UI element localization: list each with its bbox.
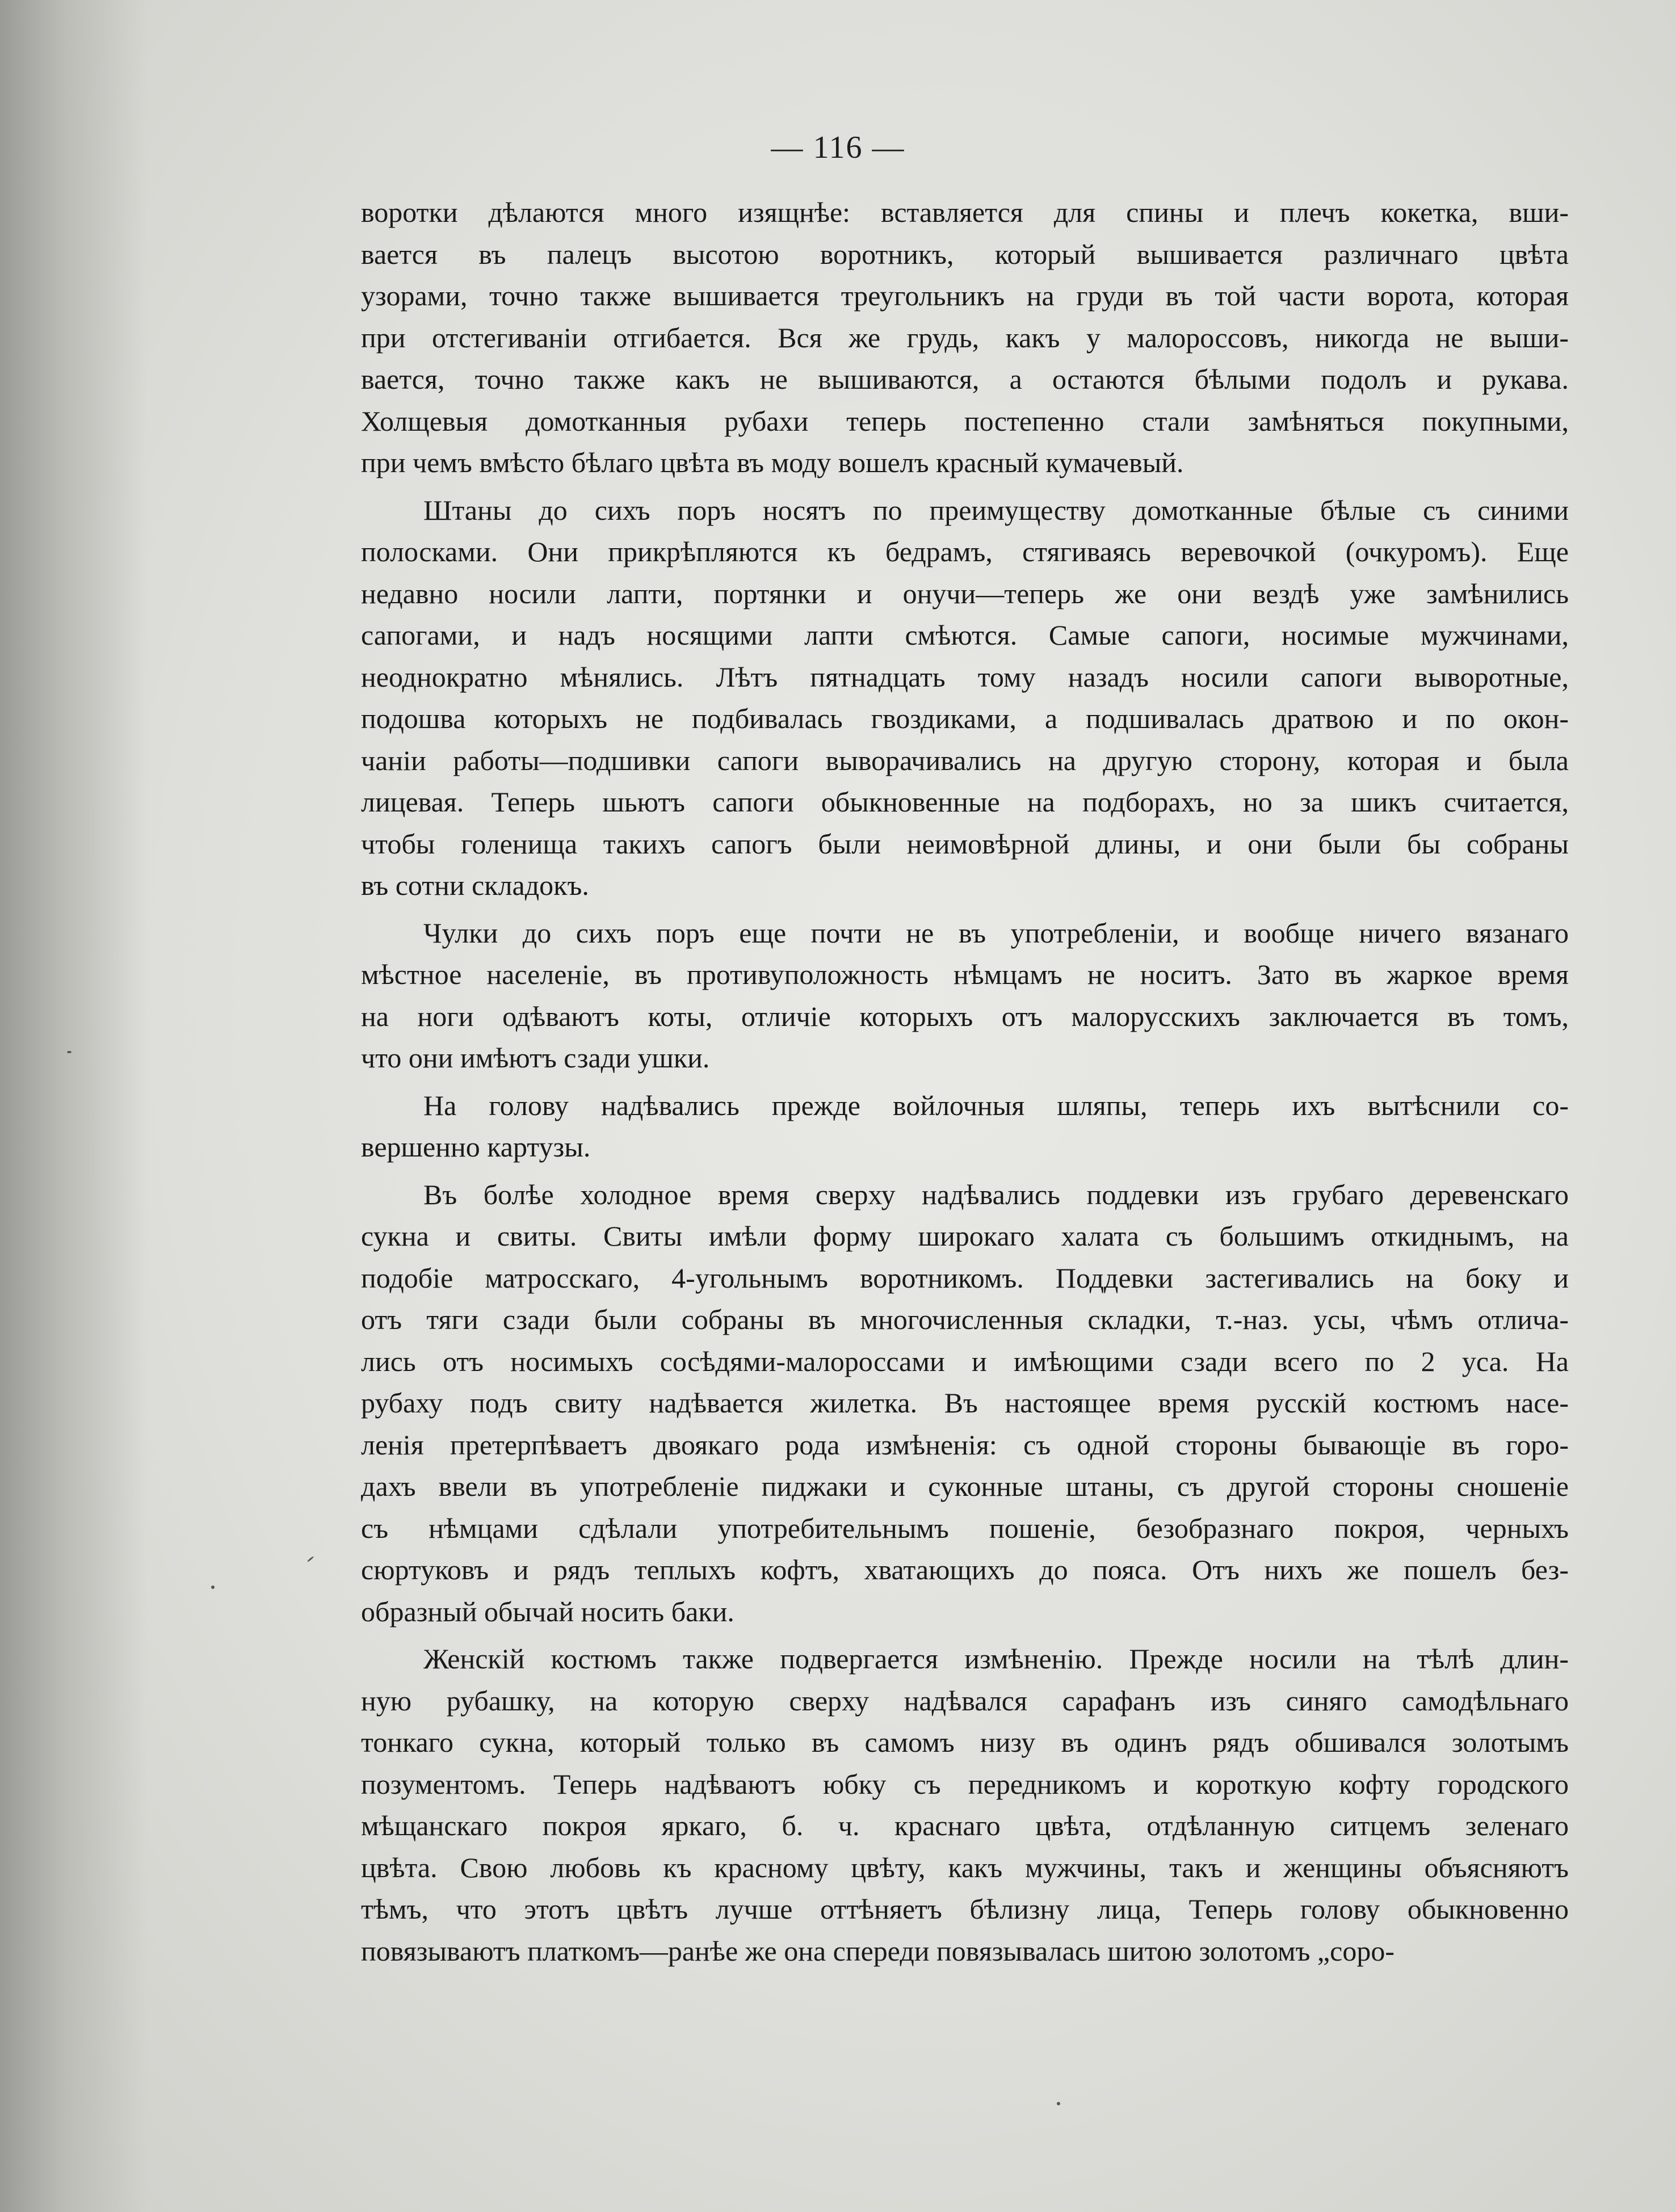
text-line: лись отъ носимыхъ сосѣдями-малороссами и имѣющими сзади всего по 2 уса. На xyxy=(361,1345,1569,1377)
text-line: при отстегиваніи отгибается. Вся же грудь, какъ у малороссовъ, никогда не выши- xyxy=(361,321,1569,354)
text-line: узорами, точно также вышивается треугольникъ на груди въ той части ворота, которая xyxy=(361,280,1569,312)
text-line: вается въ палецъ высотою воротникъ, который вышивается различнаго цвѣта xyxy=(361,238,1569,270)
text-line: тонкаго сукна, который только въ самомъ низу въ одинъ рядъ обшивался золотымъ xyxy=(361,1726,1569,1758)
text-line: Въ болѣе холодное время сверху надѣвались поддевки изъ грубаго деревенскаго xyxy=(423,1178,1569,1210)
text-line: Штаны до сихъ поръ носятъ по преимуществу домотканные бѣлые съ синими xyxy=(423,494,1569,526)
text-line: воротки дѣлаются много изящнѣе: вставляется для спины и плечъ кокетка, вши- xyxy=(361,196,1569,228)
text-line: ную рубашку, на которую сверху надѣвался сарафанъ изъ синяго самодѣльнаго xyxy=(361,1684,1569,1717)
text-line: съ нѣмцами сдѣлали употребительнымъ пошеніе, безобразнаго покроя, черныхъ xyxy=(361,1512,1569,1544)
paragraph xyxy=(361,192,1569,484)
text-line: рубаху подъ свиту надѣвается жилетка. Въ настоящее время русскій костюмъ насе- xyxy=(361,1387,1569,1419)
text-line: позументомъ. Теперь надѣваютъ юбку съ передникомъ и короткую кофту городского xyxy=(361,1768,1569,1800)
text-line: неоднократно мѣнялись. Лѣтъ пятнадцать тому назадъ носили сапоги выворотные, xyxy=(361,661,1569,693)
text-line: при чемъ вмѣсто бѣлаго цвѣта въ моду вошелъ красный кумачевый. xyxy=(361,447,1184,478)
text-line: подобіе матросскаго, 4-угольнымъ воротникомъ. Поддевки застегивались на боку и xyxy=(361,1261,1569,1294)
text-line: сюртуковъ и рядъ теплыхъ кофтъ, хватающихъ до пояса. Отъ нихъ же пошелъ без- xyxy=(361,1554,1569,1586)
text-line: повязываютъ платкомъ—ранѣе же она спереди повязывалась шитою золотомъ „соро- xyxy=(361,1935,1394,1967)
print-speck xyxy=(67,1051,72,1053)
text-line: чаніи работы—подшивки сапоги выворачивались на другую сторону, которая и была xyxy=(361,744,1569,776)
text-line: цвѣта. Свою любовь къ красному цвѣту, какъ мужчины, такъ и женщины объясняютъ xyxy=(361,1851,1569,1883)
text-line: Холщевыя домотканныя рубахи теперь постепенно стали замѣняться покупными, xyxy=(361,405,1569,437)
text-line: дахъ ввели въ употребленіе пиджаки и суконные штаны, съ другой стороны сношеніе xyxy=(361,1470,1569,1502)
text-line: отъ тяги сзади были собраны въ многочисленныя складки, т.-наз. усы, чѣмъ отлича- xyxy=(361,1303,1569,1335)
text-line: ленія претерпѣваетъ двоякаго рода измѣненія: съ одной стороны бывающіе въ горо- xyxy=(361,1428,1569,1461)
text-line: сапогами, и надъ носящими лапти смѣются. Самые сапоги, носимые мужчинами, xyxy=(361,619,1569,651)
print-speck xyxy=(211,1586,215,1589)
body-text xyxy=(361,192,1569,1978)
text-line: полосками. Они прикрѣпляются къ бедрамъ, стягиваясь веревочкой (очкуромъ). Еще xyxy=(361,536,1569,567)
text-line: на ноги одѣваютъ коты, отличіе которыхъ отъ малорусскихъ заключается въ томъ, xyxy=(361,1000,1569,1032)
text-line: недавно носили лапти, портянки и онучи—теперь же они вездѣ уже замѣнились xyxy=(361,577,1569,609)
print-speck xyxy=(307,1556,314,1562)
text-line: лицевая. Теперь шьютъ сапоги обыкновенные на подборахъ, но за шикъ считается, xyxy=(361,786,1569,818)
text-line: тѣмъ, что этотъ цвѣтъ лучше оттѣняетъ бѣлизну лица, Теперь голову обыкновенно xyxy=(361,1893,1569,1925)
text-line: чтобы голенища такихъ сапогъ были неимовѣрной длины, и они были бы собраны xyxy=(361,827,1569,860)
paragraph xyxy=(361,1638,1569,1972)
text-line: вается, точно также какъ не вышиваются, а остаются бѣлыми подолъ и рукава. xyxy=(361,363,1569,395)
paragraph xyxy=(361,1085,1569,1168)
page-number: — 116 — xyxy=(771,130,905,165)
text-line: вершенно картузы. xyxy=(361,1131,591,1163)
text-line: На голову надѣвались прежде войлочныя шляпы, теперь ихъ вытѣснили со- xyxy=(423,1089,1569,1121)
binding-shadow xyxy=(0,0,148,2212)
text-line: въ сотни складокъ. xyxy=(361,869,589,901)
text-line: сукна и свиты. Свиты имѣли форму широкаго халата съ большимъ откиднымъ, на xyxy=(361,1220,1569,1252)
text-line: мѣщанскаго покроя яркаго, б. ч. краснаго цвѣта, отдѣланную ситцемъ зеленаго xyxy=(361,1810,1569,1841)
text-line: мѣстное населеніе, въ противуположность нѣмцамъ не носитъ. Зато въ жаркое время xyxy=(361,958,1569,990)
text-line: подошва которыхъ не подбивалась гвоздиками, а подшивалась дратвою и по окон- xyxy=(361,703,1569,734)
text-line: образный обычай носить баки. xyxy=(361,1595,734,1628)
text-line: Чулки до сихъ поръ еще почти не въ употребленіи, и вообще ничего вязанаго xyxy=(423,916,1569,949)
print-speck xyxy=(1057,2102,1060,2105)
text-line: Женскій костюмъ также подвергается измѣненію. Прежде носили на тѣлѣ длин- xyxy=(423,1643,1569,1675)
paragraph xyxy=(361,490,1569,907)
paragraph xyxy=(361,1174,1569,1633)
text-line: что они имѣютъ сзади ушки. xyxy=(361,1042,710,1074)
paragraph xyxy=(361,912,1569,1079)
